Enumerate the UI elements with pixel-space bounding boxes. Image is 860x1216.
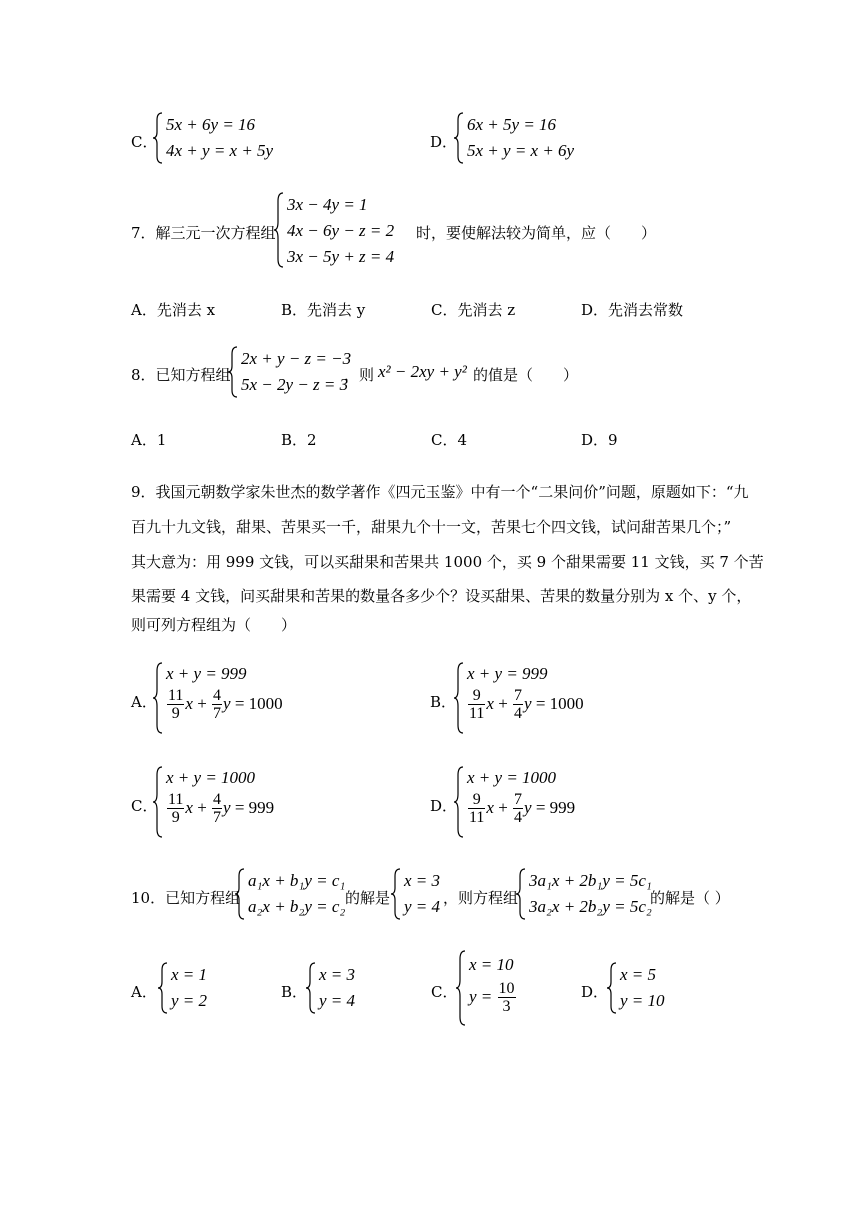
option-label: C．: [131, 133, 158, 151]
equation: y = 10: [620, 991, 665, 1010]
equation: x + y = 999: [467, 664, 548, 683]
brace-icon: [453, 766, 465, 838]
denominator: 9: [167, 704, 184, 722]
rhs: = 1000: [535, 693, 584, 713]
numerator: 10: [498, 980, 515, 997]
option-a: A．1: [131, 431, 167, 449]
equation: $\frac{11}{9}$ x + $\frac{4}{7}$ y = 1000: [168, 687, 283, 722]
equation: x = 5: [620, 965, 657, 984]
brace-icon: [606, 962, 618, 1014]
question-line: 果需要 4 文钱，问买甜果和苦果的数量各多少个？设买甜果、苦果的数量分别为 x 个、y 个，: [131, 587, 752, 605]
equation: x + y = 1000: [166, 768, 256, 787]
option-label: A．: [131, 693, 157, 711]
numerator: 9: [472, 687, 481, 704]
fraction: [468, 688, 485, 722]
equation: y = 4: [319, 991, 356, 1010]
option-label: C．: [431, 983, 458, 1001]
rhs: = 999: [535, 797, 576, 817]
brace-icon: [152, 112, 164, 164]
equation: 5x + 6y = 16: [166, 115, 256, 134]
brace-icon: [390, 868, 402, 920]
question-line: 其大意为：用 999 文钱，可以买甜果和苦果共 1000 个，买 9 个甜果需要 11 文钱，买 7 个苦: [131, 553, 764, 571]
equation: 5x − 2y − z = 3: [241, 375, 349, 394]
equation: 3a₁x + 2b₁y = 5c₁: [529, 871, 652, 890]
option-label: D．: [581, 983, 609, 1001]
brace-icon: [152, 662, 164, 734]
equation: x = 1: [171, 965, 208, 984]
option-c: C．先消去 z: [431, 301, 516, 319]
question-line: 9．我国元朝数学家朱世杰的数学著作《四元玉鉴》中有一个“二果问价”问题，原题如下：“九: [131, 483, 749, 501]
question-prefix: 8．已知方程组: [131, 366, 231, 384]
equation: x + y = 999: [166, 664, 247, 683]
denominator: 11: [469, 705, 485, 722]
brace-icon: [455, 950, 467, 1026]
equation: x + y = 1000: [467, 768, 557, 787]
equation: $\frac{11}{9}$ x + $\frac{4}{7}$ y = 999: [168, 791, 275, 826]
option-label: A．: [131, 983, 157, 1001]
numerator: 4: [213, 791, 222, 808]
option-label: B．: [281, 983, 308, 1001]
fraction: [167, 688, 184, 722]
equation: 4x + y = x + 5y: [166, 141, 274, 160]
option-b: B．先消去 y: [281, 301, 366, 319]
numerator: 11: [168, 687, 184, 704]
numerator: 7: [514, 687, 523, 704]
brace-icon: [453, 112, 465, 164]
brace-icon: [152, 766, 164, 838]
fraction: [498, 981, 516, 1015]
equation: x = 3: [404, 871, 441, 890]
equation: x = 3: [319, 965, 356, 984]
option-label: D．: [430, 797, 458, 815]
connector-text: 的解是: [345, 889, 391, 907]
equation: 5x + y = x + 6y: [467, 141, 575, 160]
equation: 3x − 4y = 1: [287, 195, 368, 214]
fraction: [513, 688, 523, 722]
option-a: A．先消去 x: [131, 301, 216, 319]
fraction: [212, 688, 222, 722]
question-line: 百九十九文钱，甜果、苦果买一千，甜果九个十一文，苦果七个四文钱，试问甜苦果几个；”: [131, 518, 732, 536]
fraction: [212, 792, 222, 826]
numerator: 11: [168, 791, 184, 808]
equation: 6x + 5y = 16: [467, 115, 557, 134]
option-label: D．: [430, 133, 458, 151]
question-prefix: 10．已知方程组: [131, 889, 241, 907]
fraction: [468, 792, 485, 826]
equation: $\frac{9}{11}$ x + $\frac{7}{4}$ y = 999: [469, 791, 576, 826]
equation: x = 10: [469, 955, 514, 974]
fraction: [513, 792, 523, 826]
question-prefix: 7．解三元一次方程组: [131, 224, 276, 242]
equation: y = 2: [171, 991, 208, 1010]
numerator: 4: [213, 687, 222, 704]
rhs: = 999: [234, 797, 275, 817]
brace-icon: [305, 962, 317, 1014]
brace-icon: [157, 962, 169, 1014]
brace-icon: [515, 868, 527, 920]
denominator: 3: [498, 997, 516, 1015]
numerator: 7: [514, 791, 523, 808]
option-c: C．4: [431, 431, 468, 449]
denominator: 4: [514, 705, 523, 722]
rhs: = 1000: [234, 693, 283, 713]
equation: 4x − 6y − z = 2: [287, 221, 395, 240]
connector-text: ，则方程组: [443, 889, 519, 907]
option-d: D．9: [581, 431, 618, 449]
expression: x² − 2xy + y²: [378, 362, 467, 381]
lhs: y =: [469, 986, 493, 1006]
denominator: 9: [167, 808, 184, 826]
question-suffix: 时，要使解法较为简单，应（ ）: [416, 224, 657, 242]
connector-text: ，则: [344, 366, 375, 384]
equation: 3x − 5y + z = 4: [287, 247, 395, 266]
brace-icon: [273, 192, 285, 268]
equation: [469, 981, 517, 1015]
equation: 3a₂x + 2b₂y = 5c₂: [529, 897, 652, 916]
option-label: B．: [430, 693, 457, 711]
denominator: 4: [514, 809, 523, 826]
equation: y = 4: [404, 897, 441, 916]
numerator: 9: [472, 791, 481, 808]
equation: $\frac{9}{11}$ x + $\frac{7}{4}$ y = 1000: [469, 687, 584, 722]
question-line: 则可列方程组为（ ）: [131, 616, 297, 634]
fraction: [167, 792, 184, 826]
option-d: D．先消去常数: [581, 301, 684, 319]
brace-icon: [234, 868, 246, 920]
question-suffix: 的解是（ ）: [650, 889, 730, 907]
denominator: 7: [213, 705, 222, 722]
brace-icon: [227, 346, 239, 398]
option-label: C．: [131, 797, 158, 815]
equation: a₁x + b₁y = c₁: [248, 871, 346, 890]
denominator: 11: [469, 809, 485, 826]
denominator: 7: [213, 809, 222, 826]
equation: a₂x + b₂y = c₂: [248, 897, 346, 916]
option-b: B．2: [281, 431, 317, 449]
question-suffix: 的值是（ ）: [473, 366, 579, 384]
brace-icon: [453, 662, 465, 734]
equation: 2x + y − z = −3: [241, 349, 352, 368]
